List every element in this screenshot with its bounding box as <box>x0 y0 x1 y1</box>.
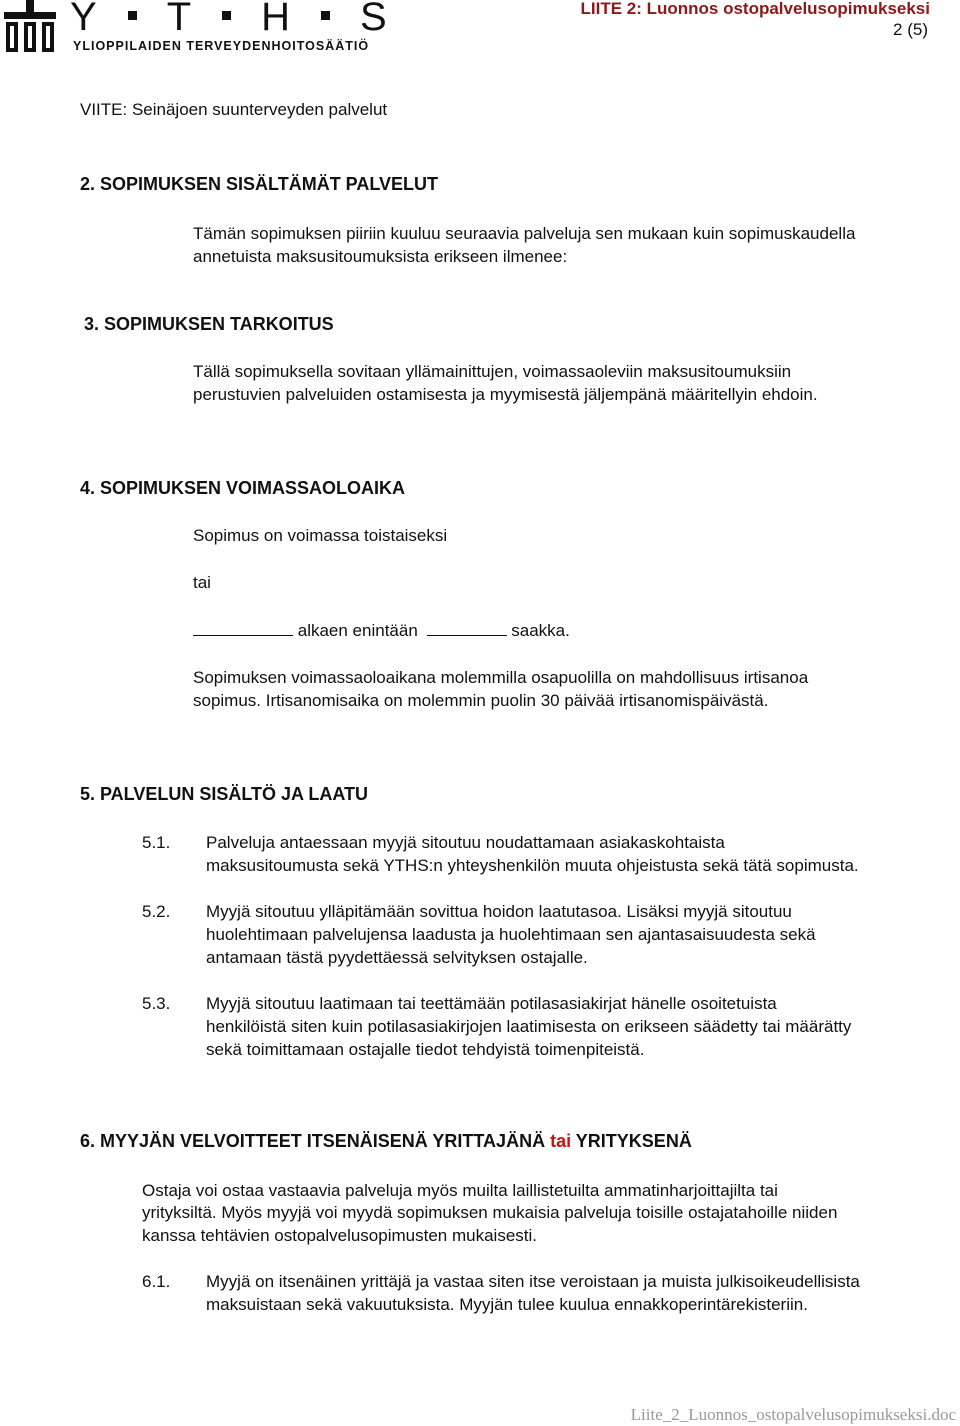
logo-subtitle: YLIOPPILAIDEN TERVEYDENHOITOSÄÄTIÖ <box>73 39 370 53</box>
item-text-line: Myyjä sitoutuu laatimaan tai teettämään potilasasiakirjat hänelle osoitetuista <box>206 994 777 1013</box>
section-2-text-line: annetuista maksusitoumuksista erikseen ilmenee: <box>193 247 568 266</box>
section-6-heading-part: 6. MYYJÄN VELVOITTEET ITSENÄISENÄ YRITTAJÄNÄ <box>80 1131 546 1151</box>
reference-line: VIITE: Seinäjoen suunterveyden palvelut <box>80 100 388 119</box>
yths-logo-icon <box>4 0 56 52</box>
section-4-heading: 4. SOPIMUKSEN VOIMASSAOLOAIKA <box>80 478 406 498</box>
section-6-text-line: kanssa tehtävien ostopalvelusopimusten mukaisesti. <box>142 1226 537 1245</box>
section-6-heading <box>80 1130 692 1153</box>
section-6-heading-part: YRITYKSENÄ <box>575 1131 692 1151</box>
end-date-blank[interactable] <box>427 619 507 636</box>
section-6-text-line: Ostaja voi ostaa vastaavia palveluja myös muilta laillistetuilta ammatinharjoittajilta tai <box>142 1181 778 1200</box>
section-3-text-line: perustuvien palveluiden ostamisesta ja myymisestä jäljempänä määritellyin ehdoin. <box>193 385 818 404</box>
until-label: saakka. <box>511 621 570 640</box>
item-text-line: huolehtimaan palvelujensa laadusta ja huolehtimaan sen ajantasaisuudesta sekä <box>206 925 816 944</box>
section-4-text-line: sopimus. Irtisanomisaika on molemmin puolin 30 päivää irtisanomispäivästä. <box>193 691 769 710</box>
section-2-text-line: Tämän sopimuksen piiriin kuuluu seuraavia palveluja sen mukaan kuin sopimuskaudella <box>193 224 856 243</box>
start-date-blank[interactable] <box>193 619 293 636</box>
item-number: 5.3. <box>142 994 171 1013</box>
item-text-line: maksuistaan sekä vakuutuksista. Myyjän tulee kuulua ennakkoperintärekisteriin. <box>206 1295 808 1314</box>
or-text: tai <box>193 573 211 592</box>
item-text-line: henkilöistä siten kuin potilasasiakirjojen laatimisesta on erikseen säädetty tai määrätty <box>206 1017 852 1036</box>
document-title: LIITE 2: Luonnos ostopalvelusopimukseksi <box>580 0 930 18</box>
item-text-line: antamaan tästä pyydettäessä selvityksen ostajalle. <box>206 948 588 967</box>
item-number: 6.1. <box>142 1272 171 1291</box>
item-text-line: Myyjä sitoutuu ylläpitämään sovittua hoidon laatutasoa. Lisäksi myyjä sitoutuu <box>206 902 792 921</box>
from-label: alkaen enintään <box>297 621 418 640</box>
footer-filename: Liite_2_Luonnos_ostopalvelusopimukseksi.doc <box>630 1405 956 1424</box>
item-number: 5.2. <box>142 902 171 921</box>
section-6-text-line: yrityksiltä. Myös myyjä voi myydä sopimuksen mukaisia palveluja toisille ostajatahoille niiden <box>142 1203 838 1222</box>
section-3-heading: 3. SOPIMUKSEN TARKOITUS <box>84 314 334 334</box>
section-2-heading: 2. SOPIMUKSEN SISÄLTÄMÄT PALVELUT <box>80 174 439 194</box>
item-text-line: Palveluja antaessaan myyjä sitoutuu noudattamaan asiakaskohtaista <box>206 833 725 852</box>
item-text-line: maksusitoumusta sekä YTHS:n yhteyshenkilön muuta ohjeistusta sekä tätä sopimusta. <box>206 856 859 875</box>
validity-period-line <box>193 619 570 642</box>
section-6-heading-highlight: tai <box>550 1131 572 1151</box>
item-text-line: sekä toimittamaan ostajalle tiedot tehdyistä toimenpiteistä. <box>206 1040 645 1059</box>
page-number: 2 (5) <box>893 20 928 39</box>
section-5-heading: 5. PALVELUN SISÄLTÖ JA LAATU <box>80 784 369 804</box>
validity-indefinite-text: Sopimus on voimassa toistaiseksi <box>193 526 448 545</box>
section-3-text-line: Tällä sopimuksella sovitaan yllämainittujen, voimassaoleviin maksusitoumuksiin <box>193 362 792 381</box>
section-4-text-line: Sopimuksen voimassaoloaikana molemmilla osapuolilla on mahdollisuus irtisanoa <box>193 668 809 687</box>
item-number: 5.1. <box>142 833 171 852</box>
item-text-line: Myyjä on itsenäinen yrittäjä ja vastaa siten itse veroistaan ja muista julkisoikeudellisista <box>206 1272 860 1291</box>
logo-wordmark: Y T H S <box>70 0 388 39</box>
